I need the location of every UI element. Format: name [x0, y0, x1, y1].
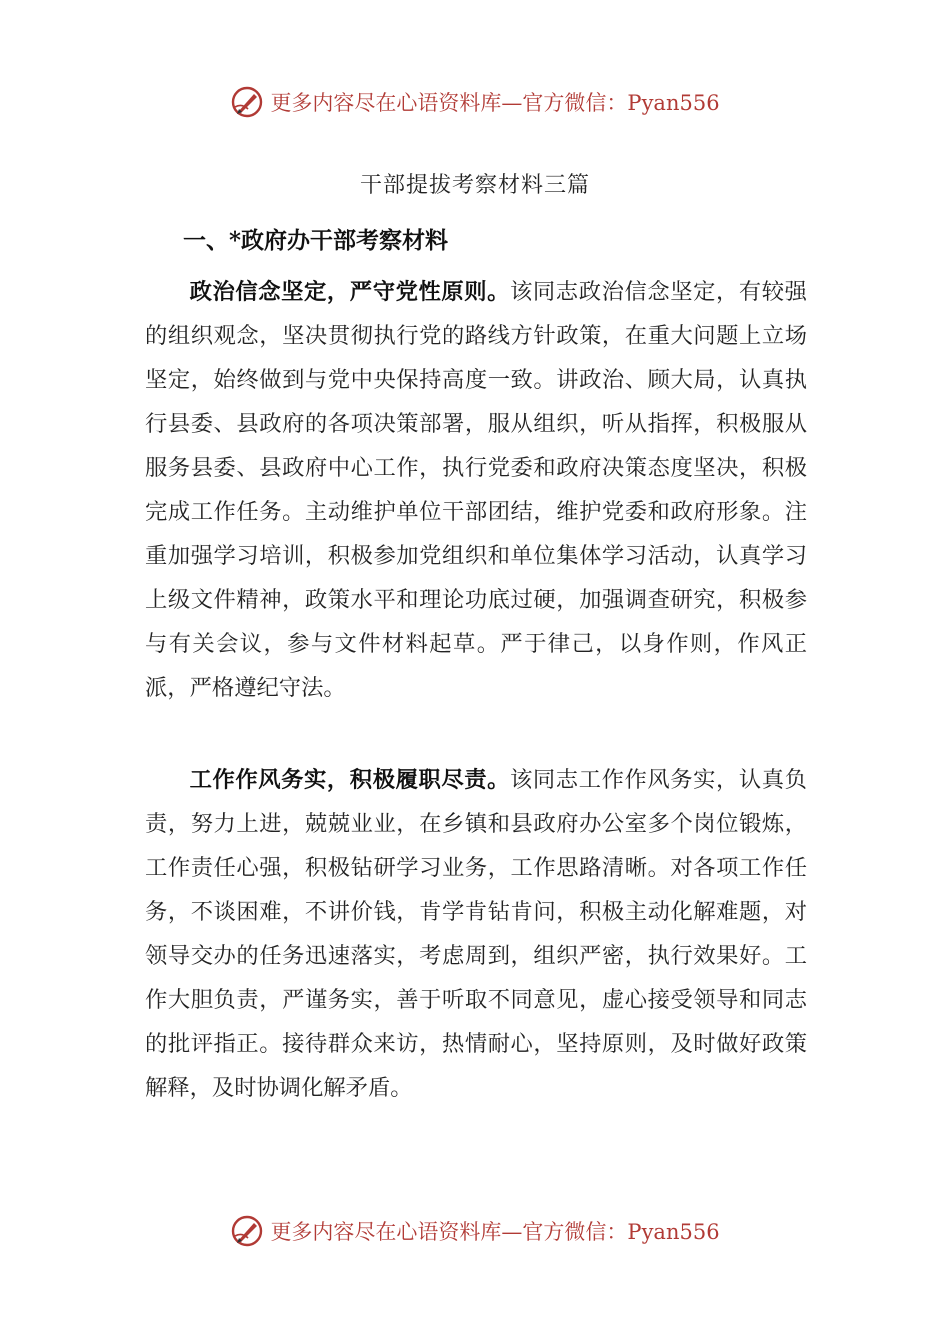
section-heading: 一、*政府办干部考察材料: [183, 227, 449, 254]
paragraph-lead: 工作作风务实，积极履职尽责。: [189, 767, 511, 793]
watermark-text: 更多内容尽在心语资料库—官方微信：Pyan556: [270, 1220, 720, 1244]
paragraph-work-style: [145, 758, 807, 1110]
document-title: 干部提拔考察材料三篇: [359, 173, 590, 198]
quill-pen-logo-icon: [230, 1214, 264, 1248]
paragraph-political-belief: [145, 270, 807, 710]
paragraph-lead: 政治信念坚定，严守党性原则。: [189, 279, 511, 305]
footer-watermark: [0, 1209, 950, 1253]
watermark-text: 更多内容尽在心语资料库—官方微信：Pyan556: [270, 91, 720, 115]
quill-pen-logo-icon: [230, 85, 264, 119]
header-watermark: [0, 80, 950, 124]
paragraph-body: 该同志工作作风务实，认真负责，努力上进，兢兢业业，在乡镇和县政府办公室多个岗位锻炼，工作责任心强，积极钻研学习业务，工作思路清晰。对各项工作任务，不谈困难，不讲价钱，肯学肯钻肯问，积极主动化解难题，对领导交办的任务迅速落实，考虑周到，组织严密，执行效果好。工作大胆负责，严谨务实，善于听取不同意见，虚心接受领导和同志的批评指正。接待群众来访，热情耐心，坚持原则，及时做好政策解释，及时协调化解矛盾。: [145, 767, 807, 1101]
paragraph-body: 该同志政治信念坚定，有较强的组织观念，坚决贯彻执行党的路线方针政策，在重大问题上立场坚定，始终做到与党中央保持高度一致。讲政治、顾大局，认真执行县委、县政府的各项决策部署，服从组织，听从指挥，积极服从服务县委、县政府中心工作，执行党委和政府决策态度坚决，积极完成工作任务。主动维护单位干部团结，维护党委和政府形象。注重加强学习培训，积极参加党组织和单位集体学习活动，认真学习上级文件精神，政策水平和理论功底过硬，加强调查研究，积极参与有关会议，参与文件材料起草。严于律己，以身作则，作风正派，严格遵纪守法。: [145, 279, 807, 701]
